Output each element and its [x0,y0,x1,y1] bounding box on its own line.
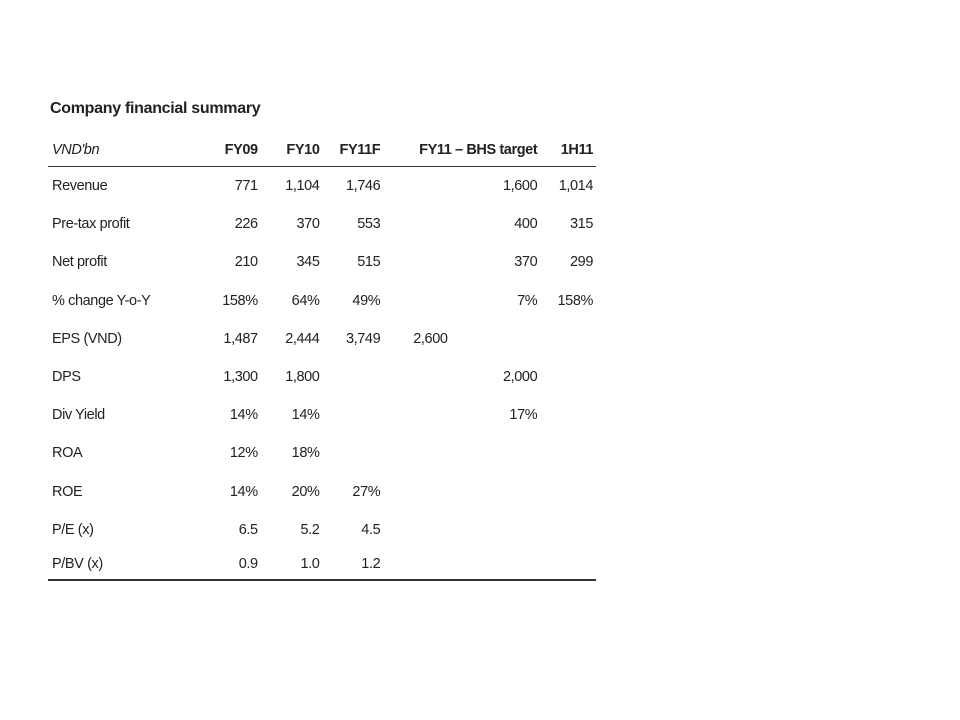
cell-bhs [383,434,540,472]
cell-1h11 [540,320,596,358]
cell-bhs: 2,600 [413,330,448,347]
cell-fy11f: 1,746 [345,178,381,195]
cell-1h11: 1,014 [558,178,593,195]
cell-fy09: 210 [234,254,258,271]
cell-fy09: 158% [222,292,258,309]
cell-bhs [383,549,540,580]
cell-fy10: 2,444 [285,330,320,347]
row-label: Net profit [52,254,107,271]
cell-bhs: 400 [514,216,538,233]
cell-1h11 [540,434,596,472]
table-row [48,511,596,549]
row-label: P/BV (x) [48,549,210,580]
header-bhs-target: FY11 – BHS target [383,134,540,167]
row-label: P/E (x) [52,521,94,538]
cell-1h11 [540,396,596,434]
cell-fy11f: 27% [352,483,381,500]
header-unit: VND'bn [48,134,210,167]
cell-bhs [383,473,540,511]
cell-fy11f: 1.2 [322,549,383,580]
cell-fy10: 64% [291,292,320,309]
cell-1h11 [540,473,596,511]
row-label: ROE [52,483,83,500]
cell-fy10: 18% [291,445,320,462]
table-row [48,434,596,472]
cell-fy11f: 4.5 [361,521,381,538]
table-row [48,396,596,434]
row-label: Div Yield [52,407,105,424]
cell-fy11f: 49% [352,292,381,309]
cell-bhs: 2,000 [502,369,538,386]
cell-bhs: 17% [509,407,538,424]
cell-1h11 [540,549,596,580]
cell-fy11f: 553 [357,216,381,233]
cell-1h11 [540,511,596,549]
cell-1h11: 158% [557,292,593,309]
cell-bhs: 7% [517,292,538,309]
table-row [48,358,596,396]
cell-bhs: 370 [514,254,538,271]
cell-fy10: 20% [291,483,320,500]
cell-fy11f [322,396,383,434]
header-fy10: FY10 [261,134,323,167]
header-fy09: FY09 [210,134,261,167]
cell-fy10: 1,104 [285,178,320,195]
row-label: Pre-tax profit [52,216,130,233]
row-label: Revenue [52,178,108,195]
cell-fy09: 12% [229,445,258,462]
cell-fy09: 226 [234,216,258,233]
table-row [48,167,596,206]
cell-fy11f [322,434,383,472]
row-label: ROA [52,445,83,462]
row-label: EPS (VND) [52,330,122,347]
cell-1h11 [540,358,596,396]
table-row [48,243,596,281]
table-row [48,282,596,320]
cell-fy11f: 515 [357,254,381,271]
cell-fy09: 771 [234,178,258,195]
cell-fy09: 1,487 [223,330,258,347]
cell-fy11f [322,358,383,396]
cell-fy10: 1.0 [261,549,323,580]
cell-fy09: 6.5 [238,521,258,538]
cell-fy09: 1,300 [223,369,258,386]
cell-fy09: 0.9 [210,549,261,580]
cell-1h11: 315 [570,216,593,233]
cell-1h11: 299 [570,254,593,271]
cell-bhs: 1,600 [502,178,538,195]
cell-fy09: 14% [229,407,258,424]
cell-fy10: 14% [291,407,320,424]
header-fy11f: FY11F [322,134,383,167]
table-row [48,549,596,580]
row-label: DPS [52,369,81,386]
row-label: % change Y-o-Y [52,292,151,309]
cell-fy10: 345 [296,254,320,271]
cell-fy10: 5.2 [300,521,320,538]
cell-fy10: 1,800 [285,369,320,386]
table-row [48,473,596,511]
table-row [48,205,596,243]
table-title: Company financial summary [50,100,261,117]
financial-summary-table [48,134,596,581]
cell-fy09: 14% [229,483,258,500]
cell-fy10: 370 [296,216,320,233]
table-row [48,320,596,358]
cell-fy11f: 3,749 [345,330,381,347]
header-1h11: 1H11 [540,134,596,167]
table-header-row [48,134,596,167]
cell-bhs [383,511,540,549]
